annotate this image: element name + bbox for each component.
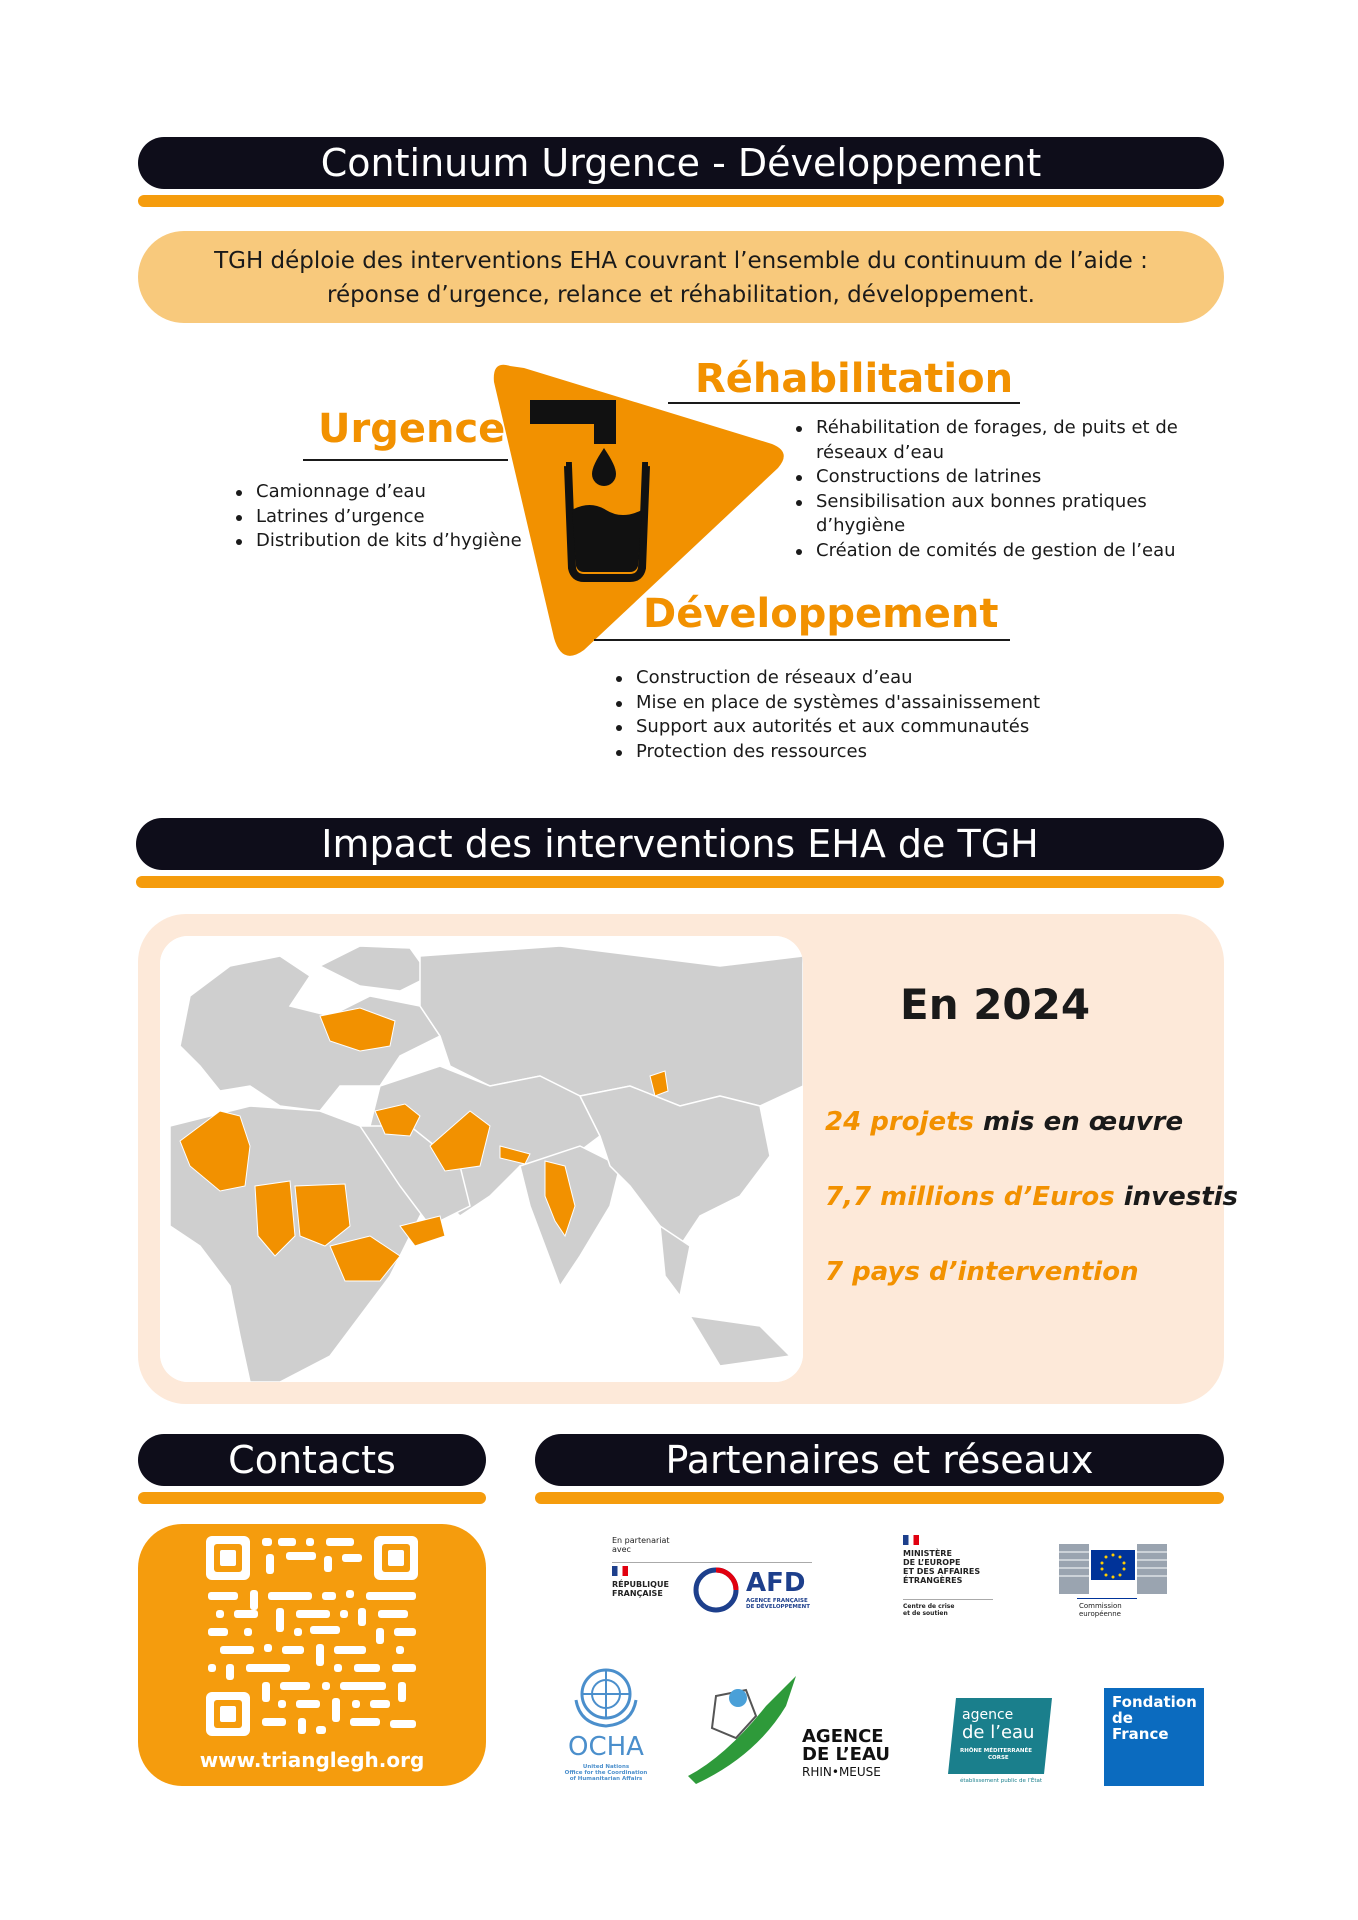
ocha-sub3: of Humanitarian Affairs xyxy=(569,1776,643,1782)
stat-highlight: 24 projets xyxy=(825,1107,974,1137)
ocha-sub1: United Nations xyxy=(582,1764,630,1770)
website-link[interactable]: www.trianglegh.org xyxy=(199,1748,425,1772)
list-item: Construction de réseaux d’eau xyxy=(612,666,1040,691)
title-underline xyxy=(138,1492,486,1504)
rhin-line3: RHIN•MEUSE xyxy=(802,1765,881,1779)
urgence-list xyxy=(232,480,522,554)
rehabilitation-list xyxy=(792,416,1178,563)
rf-line2: FRANÇAISE xyxy=(612,1589,663,1598)
list-item: Distribution de kits d’hygiène xyxy=(232,529,522,554)
contact-card[interactable] xyxy=(138,1524,486,1786)
ec-line2: européenne xyxy=(1079,1610,1121,1618)
french-flag-icon xyxy=(612,1566,628,1576)
meae-line3: ET DES AFFAIRES xyxy=(903,1567,981,1576)
continuum-section-header xyxy=(138,137,1224,207)
afd-logo xyxy=(612,1536,817,1616)
afd-sub2: DE DÉVELOPPEMENT xyxy=(746,1604,810,1610)
ocha-sub2: Office for the Coordination xyxy=(564,1770,648,1776)
rhin-meuse-swoosh-icon xyxy=(686,1676,806,1786)
rf-line1: RÉPUBLIQUE xyxy=(612,1580,669,1589)
title-underline xyxy=(138,195,1224,207)
rhin-line1: AGENCE xyxy=(802,1726,884,1747)
ocha-name: OCHA xyxy=(568,1732,644,1762)
stat-rest: investis xyxy=(1114,1182,1239,1212)
world-map-icon xyxy=(160,936,803,1382)
meae-line2: DE L’EUROPE xyxy=(903,1558,961,1567)
stat-highlight: 7 pays d’intervention xyxy=(825,1257,1139,1287)
partners-title: Partenaires et réseaux xyxy=(535,1434,1224,1486)
list-item-continuation: réseaux d’eau xyxy=(816,441,945,463)
urgence-rule xyxy=(303,459,508,461)
european-commission-logo xyxy=(1053,1538,1173,1624)
fdf-line1: Fondation xyxy=(1112,1693,1197,1711)
list-item: Réhabilitation de forages, de puits et de xyxy=(792,416,1178,441)
afd-sub1: AGENCE FRANÇAISE xyxy=(746,1598,808,1604)
afd-lead2: avec xyxy=(612,1545,631,1554)
contacts-section-header xyxy=(138,1434,486,1504)
qr-code-icon[interactable] xyxy=(206,1536,418,1736)
stat-highlight: 7,7 millions d’Euros xyxy=(825,1182,1115,1212)
afd-name: AFD xyxy=(746,1568,806,1598)
intro-line-2: réponse d’urgence, relance et réhabilitation, développement. xyxy=(327,282,1035,308)
continuum-title: Continuum Urgence - Développement xyxy=(138,137,1224,189)
list-item: Création de comités de gestion de l’eau xyxy=(792,539,1178,564)
fondation-de-france-logo xyxy=(1104,1688,1204,1786)
meae-logo xyxy=(903,1535,1003,1631)
agence-eau-rmc-logo xyxy=(952,1698,1052,1788)
impact-section-header xyxy=(136,818,1224,888)
stat-budget xyxy=(825,1182,1238,1212)
rmc-line2: de l’eau xyxy=(962,1722,1035,1743)
stat-rest: mis en œuvre xyxy=(973,1107,1184,1137)
stat-countries xyxy=(825,1257,1139,1287)
list-item: Constructions de latrines xyxy=(792,465,1178,490)
rehabilitation-heading: Réhabilitation xyxy=(695,356,1014,402)
developpement-heading: Développement xyxy=(643,591,999,637)
list-item: Sensibilisation aux bonnes pratiques xyxy=(792,490,1178,515)
rmc-line4: CORSE xyxy=(988,1755,1009,1761)
french-flag-icon xyxy=(903,1535,919,1545)
rmc-line5: établissement public de l’État xyxy=(960,1778,1043,1784)
developpement-list xyxy=(612,666,1040,764)
contacts-title: Contacts xyxy=(138,1434,486,1486)
list-item: Camionnage d’eau xyxy=(232,480,522,505)
developpement-rule xyxy=(594,639,1010,641)
list-item: Support aux autorités et aux communautés xyxy=(612,715,1040,740)
urgence-heading: Urgence xyxy=(318,406,506,452)
un-emblem-icon xyxy=(566,1660,646,1730)
fdf-line2: de xyxy=(1112,1709,1133,1727)
list-item: Latrines d’urgence xyxy=(232,505,522,530)
rmc-line1: agence xyxy=(962,1707,1014,1723)
partners-section-header xyxy=(535,1434,1224,1504)
meae-line4: ÉTRANGÈRES xyxy=(903,1576,963,1585)
rhin-line2: DE L’EAU xyxy=(802,1744,890,1765)
stat-projects xyxy=(825,1107,1183,1137)
intro-box xyxy=(138,231,1224,323)
impact-title: Impact des interventions EHA de TGH xyxy=(136,818,1224,870)
ec-building-icon xyxy=(1053,1538,1173,1594)
meae-line1: MINISTÈRE xyxy=(903,1549,952,1558)
title-underline xyxy=(535,1492,1224,1504)
intro-line-1: TGH déploie des interventions EHA couvrant l’ensemble du continuum de l’aide : xyxy=(214,248,1148,274)
ocha-logo xyxy=(562,1660,650,1790)
ec-line1: Commission xyxy=(1079,1602,1122,1610)
meae-sub1: Centre de crise xyxy=(903,1603,955,1610)
agence-eau-rhin-meuse-logo xyxy=(686,1676,898,1786)
afd-ring-icon xyxy=(692,1566,740,1614)
list-item: Mise en place de systèmes d'assainissement xyxy=(612,691,1040,716)
rehabilitation-rule xyxy=(668,402,1020,404)
fdf-line3: France xyxy=(1112,1725,1169,1743)
impact-year: En 2024 xyxy=(900,980,1091,1029)
meae-sub2: et de soutien xyxy=(903,1610,948,1617)
list-item: Protection des ressources xyxy=(612,740,1040,765)
list-item-continuation: d’hygiène xyxy=(816,515,906,536)
rmc-line3: RHÔNE MÉDITERRANÉE xyxy=(960,1748,1032,1754)
afd-lead: En partenariat xyxy=(612,1536,670,1545)
title-underline xyxy=(136,876,1224,888)
